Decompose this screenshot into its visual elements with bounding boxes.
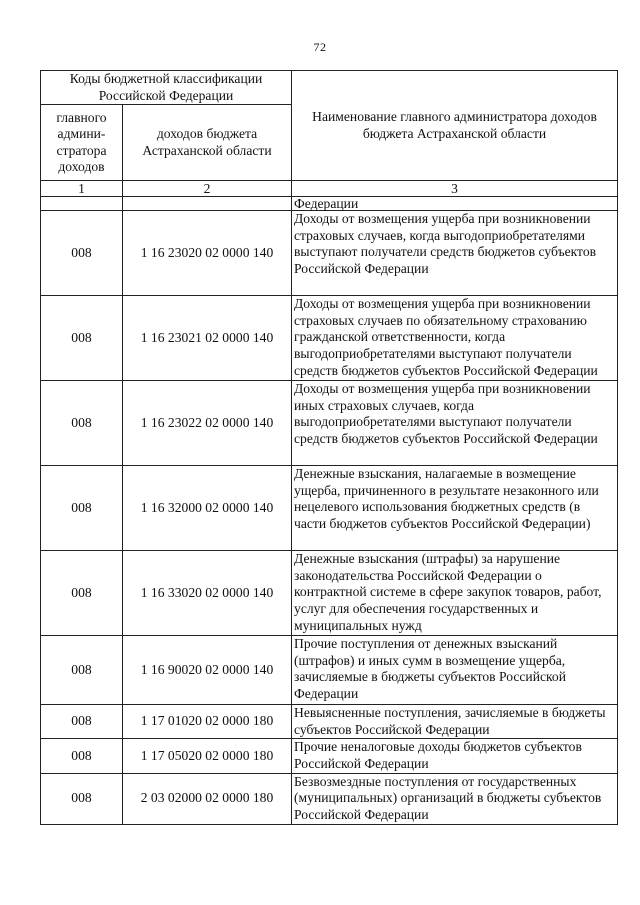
admin-code-cell: 008: [41, 739, 123, 773]
revenue-code-header: доходов бюджета Астраханской области: [123, 105, 292, 181]
revenue-name-cell: Доходы от возмещения ущерба при возникновении страховых случаев по обязательному страхованию гражданской ответственности, когда выгодоприобретателями выступают получатели средств бюджетов субъектов Российской Федерации: [292, 296, 618, 381]
table-row: [41, 466, 618, 551]
revenue-code-cell: 1 16 23020 02 0000 140: [123, 211, 292, 296]
table-row: [41, 381, 618, 466]
revenue-name-cell: Доходы от возмещения ущерба при возникновении страховых случаев, когда выгодоприобретателями выступают получатели средств бюджетов субъектов Российской Федерации: [292, 211, 618, 296]
admin-code-cell: 008: [41, 211, 123, 296]
empty-cell: [41, 197, 123, 211]
table-row: [41, 773, 618, 824]
admin-code-cell: 008: [41, 636, 123, 705]
revenue-code-cell: 1 17 05020 02 0000 180: [123, 739, 292, 773]
codes-group-header: Коды бюджетной классификации Российской Федерации: [41, 71, 292, 105]
revenue-code-cell: 1 16 33020 02 0000 140: [123, 551, 292, 636]
column-number: 1: [41, 181, 123, 197]
revenue-code-cell: 1 16 23021 02 0000 140: [123, 296, 292, 381]
name-column-header: Наименование главного администратора доходов бюджета Астраханской области: [292, 71, 618, 181]
admin-code-header: главного админи-стратора доходов: [41, 105, 123, 181]
admin-code-cell: 008: [41, 551, 123, 636]
continuation-row: [41, 197, 618, 211]
table-row: [41, 296, 618, 381]
revenue-name-cell: Денежные взыскания (штрафы) за нарушение законодательства Российской Федерации о контрактной системе в сфере закупок товаров, работ, услуг для обеспечения государственных и муниципальных нужд: [292, 551, 618, 636]
column-number: 3: [292, 181, 618, 197]
revenue-code-cell: 2 03 02000 02 0000 180: [123, 773, 292, 824]
revenue-code-cell: 1 16 23022 02 0000 140: [123, 381, 292, 466]
revenue-name-cell: Прочие неналоговые доходы бюджетов субъектов Российской Федерации: [292, 739, 618, 773]
page-number: 72: [313, 40, 327, 54]
admin-code-cell: 008: [41, 705, 123, 739]
table-header-row: [41, 71, 618, 105]
table-row: [41, 739, 618, 773]
revenue-name-cell: Денежные взыскания, налагаемые в возмещение ущерба, причиненного в результате незаконного или нецелевого использования бюджетных средств (в части бюджетов субъектов Российской Федерации): [292, 466, 618, 551]
empty-cell: [123, 197, 292, 211]
revenue-name-cell: Невыясненные поступления, зачисляемые в бюджеты субъектов Российской Федерации: [292, 705, 618, 739]
admin-code-cell: 008: [41, 466, 123, 551]
revenue-name-cell: Безвозмездные поступления от государственных (муниципальных) организаций в бюджеты субъектов Российской Федерации: [292, 773, 618, 824]
table-row: [41, 551, 618, 636]
admin-code-cell: 008: [41, 296, 123, 381]
budget-classification-table: [40, 70, 618, 825]
revenue-code-cell: 1 16 32000 02 0000 140: [123, 466, 292, 551]
revenue-name-cell: Прочие поступления от денежных взысканий (штрафов) и иных сумм в возмещение ущерба, зачисляемые в бюджеты субъектов Российской Федерации: [292, 636, 618, 705]
table-row: [41, 636, 618, 705]
revenue-code-cell: 1 16 90020 02 0000 140: [123, 636, 292, 705]
revenue-name-cell: Доходы от возмещения ущерба при возникновении иных страховых случаев, когда выгодоприобретателями выступают получатели средств бюджетов субъектов Российской Федерации: [292, 381, 618, 466]
admin-code-cell: 008: [41, 773, 123, 824]
continuation-text: Федерации: [292, 197, 618, 211]
column-number: 2: [123, 181, 292, 197]
table-row: [41, 705, 618, 739]
column-number-row: [41, 181, 618, 197]
revenue-code-cell: 1 17 01020 02 0000 180: [123, 705, 292, 739]
table-row: [41, 211, 618, 296]
admin-code-cell: 008: [41, 381, 123, 466]
